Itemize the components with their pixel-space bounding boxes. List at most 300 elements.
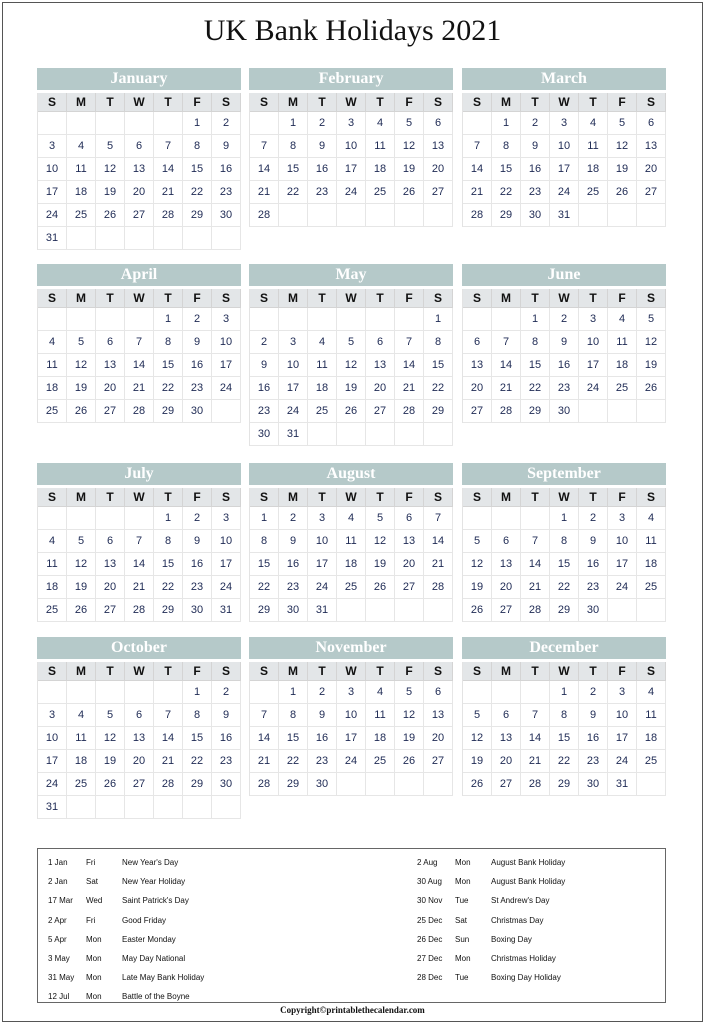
weekday-header: W: [125, 488, 154, 507]
weekday-header: S: [212, 488, 241, 507]
month-july: [37, 463, 241, 622]
empty-day-cell: [395, 773, 424, 796]
holiday-weekday: Sat: [86, 877, 99, 887]
holiday-name: Late May Bank Holiday: [122, 973, 205, 983]
empty-day-cell: [183, 796, 212, 819]
month-name: February: [249, 68, 453, 90]
day-cell: 21: [250, 181, 279, 204]
weekday-header: T: [521, 662, 550, 681]
day-cell: 6: [637, 112, 666, 135]
weekday-header: S: [424, 488, 453, 507]
holiday-name: New Year Holiday: [122, 877, 186, 887]
holiday-weekday: Mon: [86, 934, 102, 944]
holiday-name: Christmas Day: [491, 915, 544, 925]
day-cell: 9: [279, 530, 308, 553]
empty-day-cell: [67, 227, 96, 250]
day-cell: 19: [637, 354, 666, 377]
day-cell: 3: [608, 507, 637, 530]
day-cell: 22: [183, 181, 212, 204]
day-cell: 27: [463, 400, 492, 423]
holiday-date: 30 Nov: [417, 896, 443, 906]
day-cell: 11: [67, 158, 96, 181]
day-cell: 28: [492, 400, 521, 423]
weekday-header: M: [67, 289, 96, 308]
day-cell: 4: [637, 681, 666, 704]
day-cell: 30: [521, 204, 550, 227]
empty-day-cell: [579, 204, 608, 227]
day-cell: 24: [337, 750, 366, 773]
day-cell: 12: [637, 331, 666, 354]
day-cell: 16: [579, 553, 608, 576]
day-cell: 4: [608, 308, 637, 331]
day-cell: 9: [579, 704, 608, 727]
day-cell: 5: [96, 135, 125, 158]
day-cell: 26: [608, 181, 637, 204]
day-cell: 1: [154, 507, 183, 530]
empty-day-cell: [463, 112, 492, 135]
day-cell: 7: [154, 704, 183, 727]
holiday-date: 26 Dec: [417, 934, 443, 944]
day-cell: 1: [154, 308, 183, 331]
day-cell: 10: [337, 135, 366, 158]
day-cell: 23: [521, 181, 550, 204]
day-cell: 18: [637, 553, 666, 576]
day-cell: 1: [521, 308, 550, 331]
day-cell: 16: [212, 158, 241, 181]
empty-day-cell: [521, 507, 550, 530]
empty-day-cell: [424, 423, 453, 446]
day-cell: 20: [492, 750, 521, 773]
day-cell: 7: [521, 530, 550, 553]
empty-day-cell: [38, 681, 67, 704]
month-name: June: [462, 264, 666, 286]
day-cell: 31: [212, 599, 241, 622]
weekday-header: S: [424, 662, 453, 681]
weekday-header: F: [608, 93, 637, 112]
day-cell: 2: [212, 681, 241, 704]
day-cell: 29: [279, 773, 308, 796]
empty-day-cell: [154, 227, 183, 250]
empty-day-cell: [38, 112, 67, 135]
day-cell: 2: [250, 331, 279, 354]
day-cell: 21: [492, 377, 521, 400]
day-cell: 6: [424, 112, 453, 135]
month-grid: [37, 93, 241, 250]
empty-day-cell: [125, 227, 154, 250]
day-cell: 10: [38, 158, 67, 181]
month-may: [249, 264, 453, 446]
day-cell: 2: [212, 112, 241, 135]
day-cell: 17: [38, 181, 67, 204]
day-cell: 12: [67, 354, 96, 377]
day-cell: 13: [492, 727, 521, 750]
day-cell: 19: [395, 158, 424, 181]
empty-day-cell: [463, 681, 492, 704]
holiday-weekday: Sun: [455, 934, 470, 944]
day-cell: 8: [154, 530, 183, 553]
day-cell: 11: [608, 331, 637, 354]
holiday-list-left: [48, 853, 348, 1007]
day-cell: 24: [38, 773, 67, 796]
weekday-header: S: [424, 289, 453, 308]
weekday-header: W: [337, 93, 366, 112]
day-cell: 24: [38, 204, 67, 227]
day-cell: 12: [395, 704, 424, 727]
day-cell: 23: [212, 750, 241, 773]
empty-day-cell: [125, 681, 154, 704]
month-name: November: [249, 637, 453, 659]
empty-day-cell: [154, 796, 183, 819]
day-cell: 22: [183, 750, 212, 773]
month-name: December: [462, 637, 666, 659]
month-grid: [462, 488, 666, 622]
day-cell: 25: [337, 576, 366, 599]
day-cell: 11: [38, 553, 67, 576]
day-cell: 20: [492, 576, 521, 599]
empty-day-cell: [637, 773, 666, 796]
day-cell: 1: [550, 507, 579, 530]
copyright-text: Copyright©printablethecalendar.com: [280, 1005, 425, 1015]
day-cell: 19: [463, 576, 492, 599]
weekday-header: M: [67, 662, 96, 681]
holiday-weekday: Wed: [86, 896, 103, 906]
empty-day-cell: [279, 204, 308, 227]
day-cell: 8: [279, 135, 308, 158]
holiday-weekday: Mon: [86, 953, 102, 963]
day-cell: 10: [337, 704, 366, 727]
day-cell: 4: [366, 681, 395, 704]
day-cell: 29: [424, 400, 453, 423]
empty-day-cell: [308, 423, 337, 446]
holiday-date: 2 Jan: [48, 877, 68, 887]
day-cell: 17: [212, 553, 241, 576]
day-cell: 7: [125, 331, 154, 354]
day-cell: 4: [637, 507, 666, 530]
day-cell: 9: [550, 331, 579, 354]
empty-day-cell: [395, 204, 424, 227]
day-cell: 29: [183, 773, 212, 796]
day-cell: 5: [67, 530, 96, 553]
day-cell: 31: [38, 796, 67, 819]
empty-day-cell: [395, 308, 424, 331]
day-cell: 8: [154, 331, 183, 354]
day-cell: 2: [308, 681, 337, 704]
holiday-date: 28 Dec: [417, 973, 443, 983]
day-cell: 19: [366, 553, 395, 576]
day-cell: 14: [521, 727, 550, 750]
day-cell: 8: [250, 530, 279, 553]
weekday-header: M: [492, 289, 521, 308]
day-cell: 10: [550, 135, 579, 158]
day-cell: 27: [125, 204, 154, 227]
day-cell: 5: [463, 530, 492, 553]
day-cell: 21: [424, 553, 453, 576]
day-cell: 3: [38, 135, 67, 158]
day-cell: 30: [212, 773, 241, 796]
day-cell: 24: [579, 377, 608, 400]
day-cell: 14: [521, 553, 550, 576]
holiday-row: [48, 853, 348, 872]
empty-day-cell: [96, 681, 125, 704]
weekday-header: M: [492, 93, 521, 112]
day-cell: 20: [366, 377, 395, 400]
day-cell: 30: [279, 599, 308, 622]
day-cell: 6: [366, 331, 395, 354]
month-grid: [249, 662, 453, 796]
weekday-header: T: [154, 289, 183, 308]
day-cell: 14: [463, 158, 492, 181]
weekday-header: W: [337, 662, 366, 681]
weekday-header: S: [463, 488, 492, 507]
empty-day-cell: [337, 599, 366, 622]
empty-day-cell: [579, 400, 608, 423]
day-cell: 19: [96, 750, 125, 773]
day-cell: 18: [608, 354, 637, 377]
day-cell: 16: [579, 727, 608, 750]
weekday-header: T: [579, 662, 608, 681]
holiday-name: August Bank Holiday: [491, 858, 566, 867]
day-cell: 17: [579, 354, 608, 377]
weekday-header: F: [608, 662, 637, 681]
day-cell: 30: [212, 204, 241, 227]
day-cell: 5: [337, 331, 366, 354]
day-cell: 15: [279, 727, 308, 750]
day-cell: 28: [125, 599, 154, 622]
weekday-header: T: [521, 289, 550, 308]
day-cell: 20: [96, 576, 125, 599]
day-cell: 15: [550, 727, 579, 750]
day-cell: 3: [579, 308, 608, 331]
day-cell: 28: [521, 599, 550, 622]
month-grid: [249, 488, 453, 622]
month-name: July: [37, 463, 241, 485]
day-cell: 29: [154, 400, 183, 423]
holiday-name: Easter Monday: [122, 934, 176, 944]
day-cell: 26: [96, 773, 125, 796]
day-cell: 12: [337, 354, 366, 377]
day-cell: 24: [608, 750, 637, 773]
empty-day-cell: [637, 599, 666, 622]
day-cell: 3: [337, 681, 366, 704]
holiday-list: [37, 848, 666, 1003]
day-cell: 10: [279, 354, 308, 377]
day-cell: 4: [366, 112, 395, 135]
weekday-header: M: [67, 488, 96, 507]
empty-day-cell: [308, 204, 337, 227]
month-name: March: [462, 68, 666, 90]
day-cell: 5: [366, 507, 395, 530]
empty-day-cell: [96, 112, 125, 135]
month-grid: [37, 488, 241, 622]
day-cell: 12: [67, 553, 96, 576]
day-cell: 17: [38, 750, 67, 773]
empty-day-cell: [608, 400, 637, 423]
weekday-header: S: [637, 662, 666, 681]
day-cell: 4: [38, 530, 67, 553]
month-name: September: [462, 463, 666, 485]
weekday-header: S: [250, 488, 279, 507]
empty-day-cell: [637, 400, 666, 423]
day-cell: 20: [637, 158, 666, 181]
day-cell: 25: [637, 576, 666, 599]
day-cell: 25: [38, 599, 67, 622]
day-cell: 3: [38, 704, 67, 727]
day-cell: 31: [279, 423, 308, 446]
day-cell: 24: [279, 400, 308, 423]
day-cell: 10: [608, 704, 637, 727]
empty-day-cell: [395, 423, 424, 446]
day-cell: 6: [424, 681, 453, 704]
month-november: [249, 637, 453, 796]
empty-day-cell: [183, 227, 212, 250]
weekday-header: F: [183, 289, 212, 308]
day-cell: 2: [183, 308, 212, 331]
holiday-date: 3 May: [48, 953, 70, 963]
day-cell: 8: [550, 704, 579, 727]
month-name: May: [249, 264, 453, 286]
month-grid: [249, 289, 453, 446]
holiday-weekday: Mon: [455, 877, 471, 887]
empty-day-cell: [366, 423, 395, 446]
day-cell: 18: [637, 727, 666, 750]
weekday-header: S: [38, 662, 67, 681]
day-cell: 27: [366, 400, 395, 423]
day-cell: 13: [424, 135, 453, 158]
day-cell: 21: [395, 377, 424, 400]
weekday-header: S: [637, 289, 666, 308]
day-cell: 3: [337, 112, 366, 135]
day-cell: 7: [154, 135, 183, 158]
day-cell: 27: [125, 773, 154, 796]
day-cell: 2: [521, 112, 550, 135]
day-cell: 22: [279, 750, 308, 773]
weekday-header: W: [125, 662, 154, 681]
day-cell: 1: [183, 112, 212, 135]
day-cell: 16: [279, 553, 308, 576]
weekday-header: M: [279, 93, 308, 112]
day-cell: 30: [183, 400, 212, 423]
holiday-row: [48, 891, 348, 910]
day-cell: 14: [395, 354, 424, 377]
day-cell: 14: [250, 158, 279, 181]
weekday-header: S: [212, 289, 241, 308]
day-cell: 9: [183, 331, 212, 354]
day-cell: 6: [492, 704, 521, 727]
day-cell: 27: [96, 599, 125, 622]
holiday-row: [417, 968, 657, 987]
month-january: [37, 68, 241, 250]
day-cell: 26: [395, 750, 424, 773]
day-cell: 10: [579, 331, 608, 354]
holiday-weekday: Sat: [455, 915, 468, 925]
day-cell: 2: [183, 507, 212, 530]
day-cell: 22: [521, 377, 550, 400]
empty-day-cell: [125, 796, 154, 819]
empty-day-cell: [337, 204, 366, 227]
day-cell: 25: [637, 750, 666, 773]
day-cell: 7: [521, 704, 550, 727]
day-cell: 13: [424, 704, 453, 727]
day-cell: 20: [424, 158, 453, 181]
month-december: [462, 637, 666, 796]
holiday-row: [48, 930, 348, 949]
holiday-date: 2 Aug: [417, 858, 438, 867]
day-cell: 4: [38, 331, 67, 354]
day-cell: 7: [395, 331, 424, 354]
holiday-name: New Year's Day: [122, 858, 179, 867]
empty-day-cell: [366, 599, 395, 622]
holiday-date: 5 Apr: [48, 934, 67, 944]
day-cell: 10: [308, 530, 337, 553]
day-cell: 21: [154, 181, 183, 204]
day-cell: 3: [550, 112, 579, 135]
day-cell: 24: [608, 576, 637, 599]
weekday-header: W: [125, 93, 154, 112]
day-cell: 21: [125, 377, 154, 400]
day-cell: 22: [550, 576, 579, 599]
weekday-header: F: [395, 488, 424, 507]
weekday-header: T: [579, 289, 608, 308]
day-cell: 20: [424, 727, 453, 750]
day-cell: 15: [521, 354, 550, 377]
month-june: [462, 264, 666, 423]
day-cell: 17: [608, 553, 637, 576]
holiday-date: 25 Dec: [417, 915, 443, 925]
day-cell: 15: [183, 727, 212, 750]
day-cell: 18: [308, 377, 337, 400]
day-cell: 12: [366, 530, 395, 553]
weekday-header: T: [154, 662, 183, 681]
weekday-header: W: [125, 289, 154, 308]
day-cell: 20: [463, 377, 492, 400]
day-cell: 6: [492, 530, 521, 553]
day-cell: 4: [67, 704, 96, 727]
day-cell: 23: [212, 181, 241, 204]
day-cell: 4: [308, 331, 337, 354]
weekday-header: T: [154, 93, 183, 112]
day-cell: 8: [279, 704, 308, 727]
month-grid: [37, 289, 241, 423]
day-cell: 23: [279, 576, 308, 599]
day-cell: 26: [637, 377, 666, 400]
weekday-header: T: [308, 93, 337, 112]
weekday-header: S: [637, 488, 666, 507]
holiday-date: 12 Jul: [48, 992, 70, 1002]
day-cell: 31: [38, 227, 67, 250]
weekday-header: T: [521, 93, 550, 112]
empty-day-cell: [96, 796, 125, 819]
day-cell: 25: [366, 750, 395, 773]
day-cell: 5: [67, 331, 96, 354]
day-cell: 18: [67, 750, 96, 773]
day-cell: 13: [125, 158, 154, 181]
empty-day-cell: [463, 507, 492, 530]
weekday-header: M: [67, 93, 96, 112]
day-cell: 24: [550, 181, 579, 204]
day-cell: 13: [125, 727, 154, 750]
day-cell: 23: [183, 576, 212, 599]
day-cell: 3: [308, 507, 337, 530]
holiday-row: [48, 968, 348, 987]
day-cell: 8: [183, 704, 212, 727]
day-cell: 27: [492, 773, 521, 796]
day-cell: 31: [608, 773, 637, 796]
weekday-header: F: [608, 289, 637, 308]
day-cell: 20: [395, 553, 424, 576]
month-august: [249, 463, 453, 622]
weekday-header: W: [337, 488, 366, 507]
weekday-header: T: [579, 93, 608, 112]
